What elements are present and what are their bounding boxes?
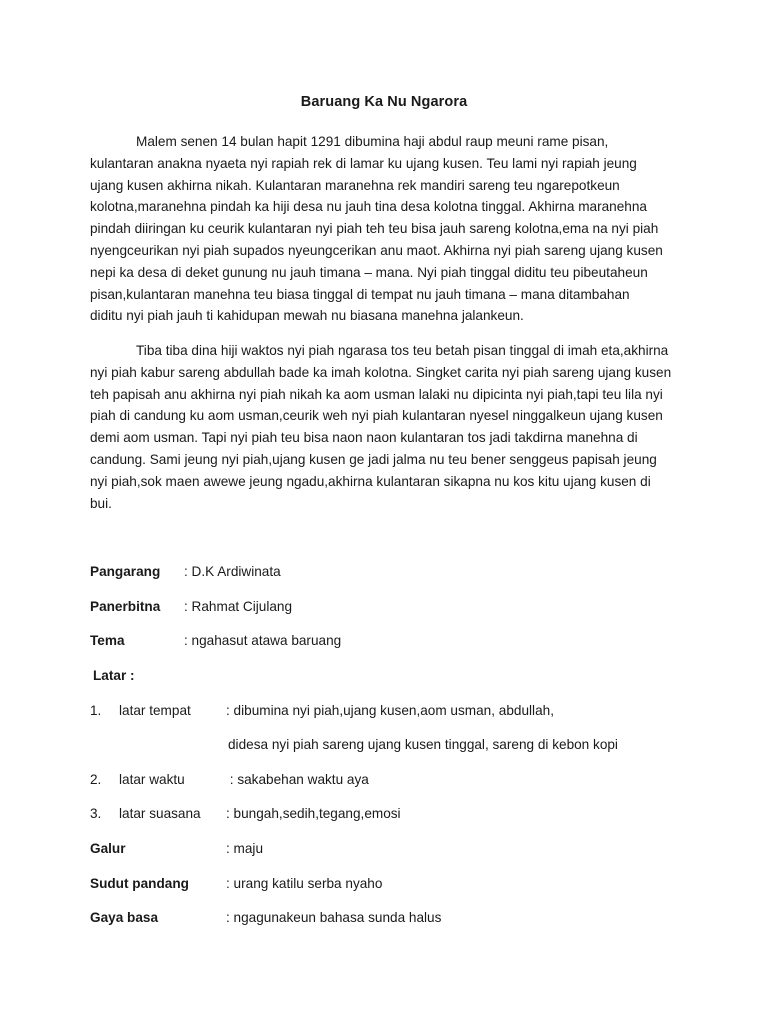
info-value-tema: : ngahasut atawa baruang <box>184 633 342 648</box>
latar-item-value-continuation: didesa nyi piah sareng ujang kusen tinggal, sareng di kebon kopi <box>228 737 618 752</box>
info-value-galur: : maju <box>226 841 264 856</box>
info-label-galur: Galur <box>90 841 126 856</box>
info-value-gaya-basa: : ngagunakeun bahasa sunda halus <box>226 910 442 925</box>
latar-item-label: latar tempat <box>119 703 191 718</box>
paragraph-2: Tiba tiba dina hiji waktos nyi piah ngarasa tos teu betah pisan tinggal di imah eta,akhirna nyi piah kabur sareng abdullah bade ka imah kolotna. Singket carita nyi piah sareng ujang kusen teh papisah anu akhirna nyi piah nikah ka aom usman lalaki nu dipicinta nyi piah,tapi teu lila nyi piah di candung ku aom usman,ceurik weh nyi piah kulantaran nyesel ninggalkeun ujang kusen demi aom usman. Tapi nyi piah teu bisa naon naon kulantaran tos jadi takdirna manehna di candung. Sami jeung nyi piah,ujang kusen ge jadi jalma nu teu bener senggeus papisah jeung nyi piah,sok maen awewe jeung ngadu,akhirna kulantaran sikapna nu kos kitu ujang kusen di bui. <box>90 343 672 511</box>
latar-item-number: 3. <box>90 806 102 821</box>
latar-item-value: : dibumina nyi piah,ujang kusen,aom usman, abdullah, <box>226 703 554 718</box>
info-label-latar: Latar : <box>93 668 135 683</box>
paragraph-1: Malem senen 14 bulan hapit 1291 dibumina haji abdul raup meuni rame pisan, kulantaran anakna nyaeta nyi rapiah rek di lamar ku ujang kusen. Teu lami nyi rapiah jeung ujang kusen akhirna nikah. Kulantaran maranehna rek mandiri sareng teu ngarepotkeun kolotna,maranehna pindah ka hiji desa nu jauh tina desa kolotna tinggal. Akhirna maranehna pindah diiringan ku ceurik kulantaran nyi piah teh teu bisa jauh sareng kolotna,ema na nyi piah nyengceurikan nyi piah supados nyeungcerikan anu maot. Akhirna nyi piah sareng ujang kusen nepi ka desa di deket gunung nu jauh timana – mana. Nyi piah tinggal diditu teu pibeutaheun pisan,kulantaran manehna teu biasa tinggal di tempat nu jauh timana – mana ditambahan diditu nyi piah jauh ti kahidupan mewah nu biasana manehna jalankeun. <box>90 134 663 324</box>
document-title: Baruang Ka Nu Ngarora <box>300 94 468 110</box>
info-label-sudut-pandang: Sudut pandang <box>90 876 189 891</box>
info-value-sudut-pandang: : urang katilu serba nyaho <box>226 876 383 891</box>
latar-item-label: latar suasana <box>119 806 201 821</box>
info-value-pangarang: : D.K Ardiwinata <box>184 564 281 579</box>
info-label-tema: Tema <box>90 633 125 648</box>
latar-item-number: 1. <box>90 703 102 718</box>
latar-item-value: : bungah,sedih,tegang,emosi <box>226 806 401 821</box>
info-label-panerbitna: Panerbitna <box>90 599 161 614</box>
latar-item-value: : sakabehan waktu aya <box>226 772 369 787</box>
latar-item-number: 2. <box>90 772 102 787</box>
info-value-panerbitna: : Rahmat Cijulang <box>184 599 293 614</box>
info-label-pangarang: Pangarang <box>90 564 161 579</box>
latar-item-label: latar waktu <box>119 772 185 787</box>
info-label-gaya-basa: Gaya basa <box>90 910 159 925</box>
